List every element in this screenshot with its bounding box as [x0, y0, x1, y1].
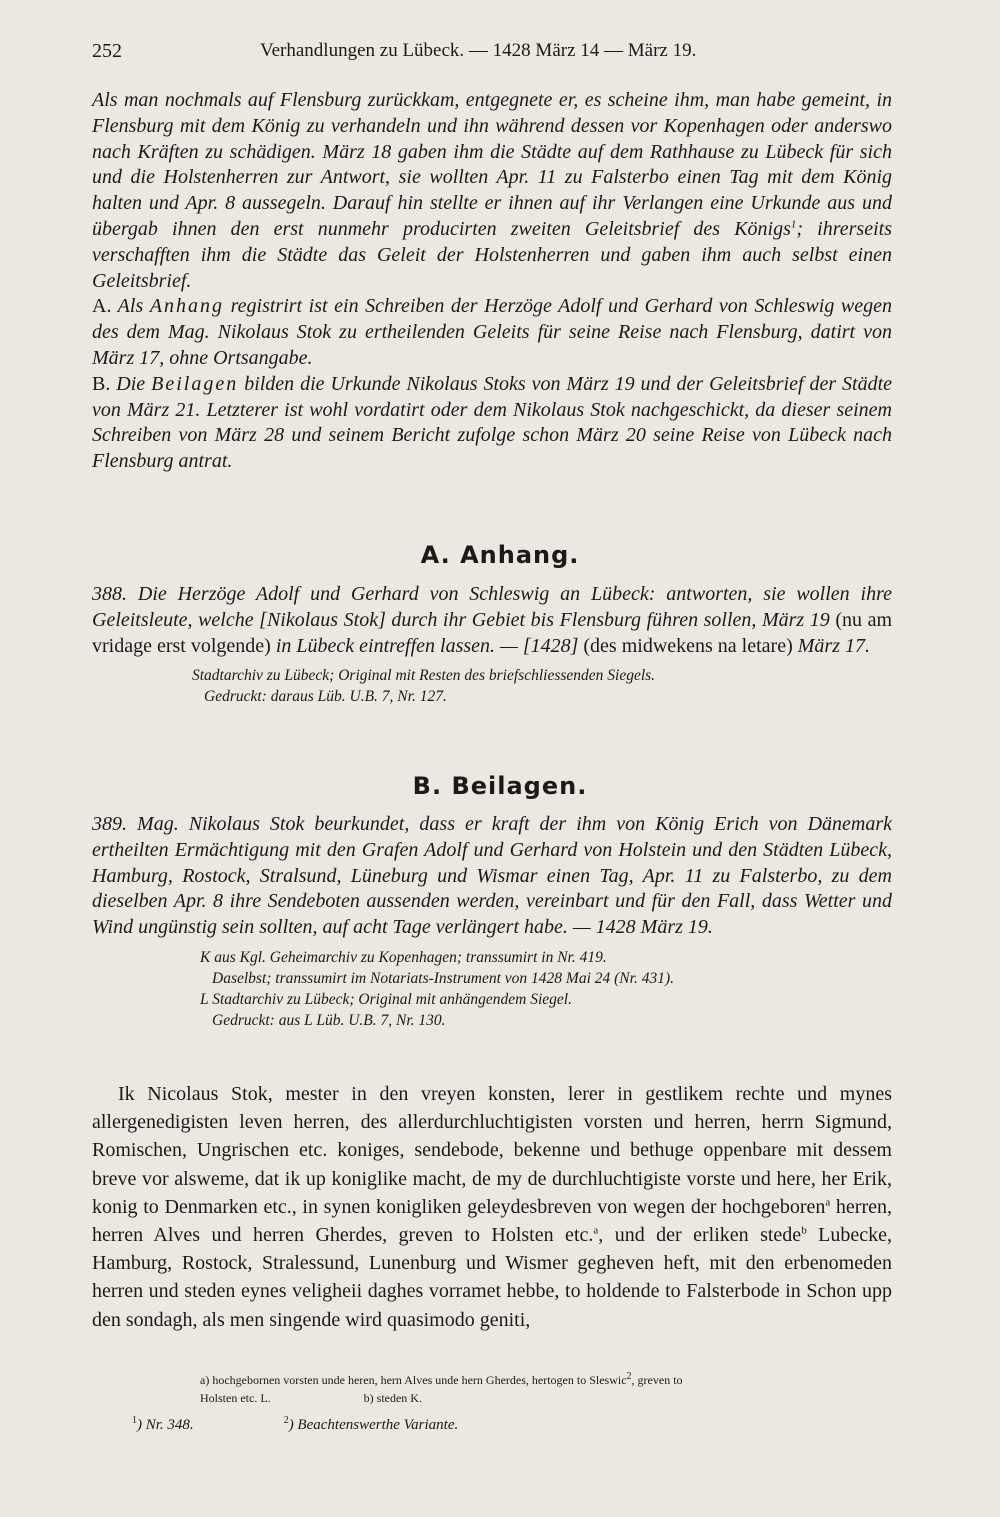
- charter-text: [92, 1080, 892, 1334]
- text-fragment: herren, herren Alves und herren Gherdes, greven to Holsten etc.: [92, 1195, 893, 1247]
- text-fragment: (nu am vridage erst volgende): [92, 608, 893, 657]
- source-note: Gedruckt: daraus Lüb. U.B. 7, Nr. 127.: [204, 688, 447, 706]
- footnote-a-cont: [200, 1389, 892, 1407]
- regest-text: [92, 582, 892, 659]
- paragraph-label: B.: [92, 372, 111, 395]
- intro-paragraph: [92, 88, 892, 294]
- text-fragment: März 17.: [797, 634, 870, 657]
- intro-text-tail: ; ihrerseits verschafften ihm die Städte das Geleit der Holstenherren und gaben ihm auch selbst einen Geleitsbrief.: [92, 217, 892, 292]
- text-fragment: , greven to: [631, 1373, 683, 1387]
- page-header: [92, 40, 892, 70]
- source-notes: [92, 947, 892, 1031]
- regest-388: [92, 582, 892, 707]
- text-fragment: registrirt ist ein Schreiben der Herzöge Adolf und Gerhard von Schleswig wegen des dem Mag. Nikolaus Stok zu ertheilenden Geleits für seine Reise nach Flensburg, datirt von März 17, ohne Ortsangabe.: [92, 295, 893, 369]
- footnote-2: ) Beachtenswerthe Variante.: [288, 1417, 459, 1433]
- document-text: [92, 1080, 892, 1334]
- text-fragment: , und der erliken stede: [598, 1224, 802, 1247]
- regest-number: 389.: [92, 813, 127, 835]
- footnote-ref: a: [593, 1224, 599, 1237]
- source-notes: [92, 665, 892, 707]
- variant-footnotes: [92, 1368, 892, 1407]
- footnote-ref: 1: [790, 218, 797, 231]
- text-fragment: Holsten etc. L.: [200, 1391, 271, 1405]
- section-heading-anhang: A. Anhang.: [420, 541, 580, 569]
- footnotes-line: [132, 1411, 892, 1435]
- spaced-term: Beilagen: [151, 372, 239, 395]
- text-fragment: Lubecke, Hamburg, Rostock, Stralessund, Lunenburg und Wismer gegheven heft, mit den erbenomeden herren und steden eynes veligheii daghes vorramet hebbe, to holdende to Falsterbode in Schon upp den sondagh, als men singende wird quasimodo geniti,: [92, 1224, 892, 1331]
- footnote-1: ) Nr. 348.: [137, 1417, 194, 1433]
- page-number: 252: [92, 40, 122, 62]
- paragraph-label: A.: [92, 295, 112, 318]
- text-fragment: Als: [117, 295, 144, 318]
- footnote-a: [200, 1368, 892, 1389]
- footnote-ref: 2: [626, 1371, 632, 1382]
- footnote-b: b) steden K.: [363, 1391, 422, 1405]
- running-title: Verhandlungen zu Lübeck. — 1428 März 14 — März 19.: [260, 40, 697, 61]
- intro-paragraph-a: [92, 294, 892, 371]
- footnote-mark: 2: [283, 1415, 289, 1426]
- text-fragment: (des midwekens na letare): [583, 634, 793, 657]
- text-fragment: a) hochgebornen vorsten unde heren, hern Alves unde hern Gherdes, hertogen to Sleswic: [200, 1373, 627, 1387]
- text-fragment: in Lübeck eintreffen lassen. — [1428]: [275, 634, 579, 657]
- regest-text: [92, 812, 892, 941]
- text-fragment: Ik Nicolaus Stok, mester in den vreyen konsten, lerer in gestlikem rechte und mynes allergenedigisten leven herren, des allerdurchluchtigisten vorsten und herren, herrn Sigmund, Romischen, Ungrischen etc. koniges, sendebode, bekenne und bethuge oppenbare mit dessem breve vor alsweme, dat ik up koniglike macht, de my de durchluchtigiste vorste und here, her Erik, konig to Denmarken etc., in synen konigliken geleydesbreven von wegen der hochgeboren: [92, 1083, 892, 1218]
- source-note: K aus Kgl. Geheimarchiv zu Kopenhagen; transsumirt in Nr. 419.: [200, 948, 607, 966]
- source-note: L Stadtarchiv zu Lübeck; Original mit anhängendem Siegel.: [200, 990, 572, 1008]
- intro-section: [92, 88, 892, 475]
- section-heading-beilagen: B. Beilagen.: [412, 772, 588, 800]
- source-note: Daselbst; transsumirt im Notariats-Instrument von 1428 Mai 24 (Nr. 431).: [212, 969, 674, 987]
- regest-number: 388.: [92, 583, 127, 605]
- spaced-term: Anhang: [149, 295, 225, 318]
- text-fragment: Mag. Nikolaus Stok beurkundet, dass er kraft der ihm von König Erich von Dänemark ertheilten Ermächtigung mit den Grafen Adolf und Gerhard von Holstein und den Städten Lübeck, Hamburg, Rostock, Stralsund, Lüneburg und Wismar einen Tag, Apr. 11 zu Falsterbo, zu dem dieselben Apr. 8 ihre Sendeboten aussenden werden, vereinbart und für den Fall, dass Wetter und Wind ungünstig sein sollten, auf acht Tage verlängert habe. — 1428 März 19.: [92, 813, 892, 939]
- text-fragment: bilden die Urkunde Nikolaus Stoks von März 19 und der Geleitsbrief der Städte von März 21. Letzterer ist wohl vordatirt oder dem Nikolaus Stok nachgeschickt, da dieser seinem Schreiben von März 28 und seinem Bericht zufolge schon März 20 seine Reise von Lübeck nach Flensburg antrat.: [92, 372, 893, 473]
- text-fragment: Die: [116, 372, 146, 395]
- footnote-ref: b: [801, 1224, 807, 1237]
- source-note: Stadtarchiv zu Lübeck; Original mit Resten des briefschliessenden Siegels.: [192, 667, 656, 685]
- numbered-footnotes: [92, 1411, 892, 1435]
- footnote-mark: 1: [132, 1415, 137, 1426]
- footnote-ref: a: [825, 1196, 831, 1209]
- source-note: Gedruckt: aus L Lüb. U.B. 7, Nr. 130.: [212, 1011, 446, 1029]
- intro-paragraph-b: [92, 372, 892, 475]
- regest-389: [92, 812, 892, 1031]
- text-fragment: Die Herzöge Adolf und Gerhard von Schleswig an Lübeck: antworten, sie wollen ihre Geleitsleute, welche [Nikolaus Stok] durch ihr Gebiet bis Flensburg führen sollen, März 19: [92, 583, 893, 631]
- intro-text: Als man nochmals auf Flensburg zurückkam, entgegnete er, es scheine ihm, man habe gemeint, in Flensburg mit dem König zu verhandeln und ihn während dessen vor Kopenhagen oder anderswo nach Kräften zu schädigen. März 18 gaben ihm die Städte auf dem Rathhause zu Lübeck für sich und die Holstenherren zur Antwort, sie wollten Apr. 11 zu Falsterbo einen Tag mit dem König halten und Apr. 8 aussegeln. Darauf hin stellte er ihnen auf ihr Verlangen eine Urkunde aus und übergab ihnen den erst nunmehr producirten zweiten Geleitsbrief des Königs: [92, 89, 892, 240]
